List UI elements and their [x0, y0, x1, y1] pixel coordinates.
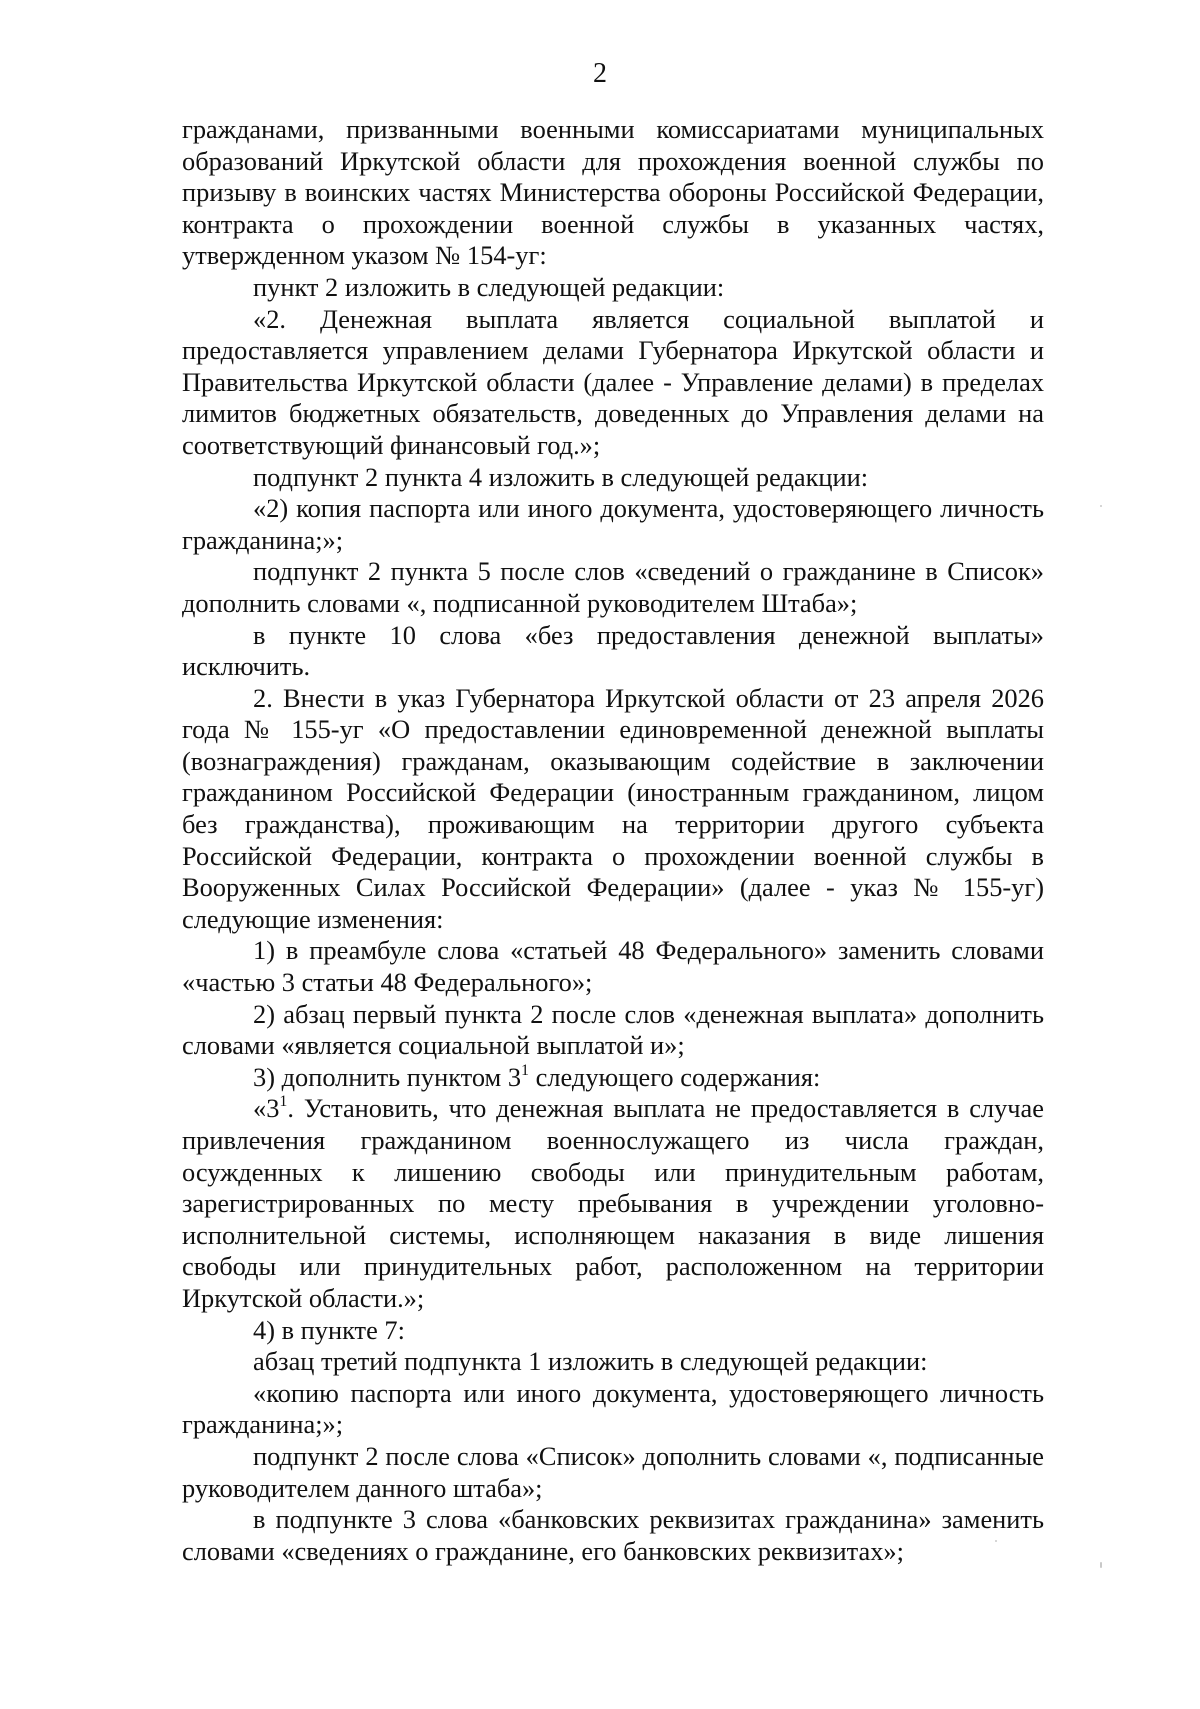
document-body — [182, 114, 1044, 1567]
superscript: 1 — [279, 1093, 288, 1111]
paragraph: 2) абзац первый пункта 2 после слов «денежная выплата» дополнить словами «является социальной выплатой и»; — [182, 998, 1044, 1061]
paragraph-text-start: «3 — [253, 1093, 280, 1124]
paragraph: абзац третий подпункта 1 изложить в следующей редакции: — [253, 1346, 928, 1377]
paragraph-text-end: следующего содержания: — [529, 1061, 821, 1092]
paragraph: в пункте 10 слова «без предоставления денежной выплаты» исключить. — [182, 619, 1044, 682]
paragraph: пункт 2 изложить в следующей редакции: — [253, 271, 725, 302]
scan-speck — [1100, 505, 1102, 507]
superscript: 1 — [521, 1061, 530, 1079]
paragraph-text-end: . Установить, что денежная выплата не предоставляется в случае привлечения гражданином военнослужащего из числа граждан, осужденных к лишению свободы или принудительным работам, зарегистрированных по месту пребывания в учреждении уголовно-исполнительной системы, исполняющем наказания в виде лишения свободы или принудительных работ, расположенном на территории Иркутской области.»; — [182, 1093, 1044, 1313]
paragraph: «2. Денежная выплата является социальной выплатой и предоставляется управлением делами Губернатора Иркутской области и Правительства Иркутской области (далее - Управление делами) в пределах лимитов бюджетных обязательств, доведенных до Управления делами на соответствующий финансовый год.»; — [182, 303, 1044, 460]
paragraph-text-start: 3) дополнить пунктом 3 — [253, 1061, 522, 1092]
paragraph: гражданами, призванными военными комиссариатами муниципальных образований Иркутской области для прохождения военной службы по призыву в воинских частях Министерства обороны Российской Федерации, контракта о прохождении военной службы в указанных частях, утвержденном указом № 154-уг: — [182, 114, 1044, 271]
paragraph: в подпункте 3 слова «банковских реквизитах гражданина» заменить словами «сведениях о гражданине, его банковских реквизитах»; — [182, 1504, 1044, 1566]
scan-speck — [995, 1540, 997, 1542]
paragraph: подпункт 2 пункта 5 после слов «сведений о гражданине в Список» дополнить словами «, подписанной руководителем Штаба»; — [182, 556, 1044, 618]
paragraph — [182, 1093, 1044, 1314]
paragraph: «копию паспорта или иного документа, удостоверяющего личность гражданина;»; — [182, 1377, 1044, 1440]
page-number: 2 — [593, 58, 607, 89]
paragraph: подпункт 2 пункта 4 изложить в следующей редакции: — [253, 461, 869, 492]
paragraph: 4) в пункте 7: — [253, 1314, 405, 1345]
paragraph: подпункт 2 после слова «Список» дополнить словами «, подписанные руководителем данного штаба»; — [182, 1440, 1044, 1503]
scan-speck — [1100, 1562, 1102, 1568]
paragraph: «2) копия паспорта или иного документа, удостоверяющего личность гражданина;»; — [182, 493, 1044, 555]
paragraph — [182, 1062, 1044, 1094]
paragraph: 1) в преамбуле слова «статьей 48 Федерального» заменить словами «частью 3 статьи 48 Федерального»; — [182, 935, 1044, 998]
paragraph: 2. Внести в указ Губернатора Иркутской области от 23 апреля 2026 года № 155-уг «О предоставлении единовременной денежной выплаты (вознаграждения) гражданам, оказывающим содействие в заключении гражданином Российской Федерации (иностранным гражданином, лицом без гражданства), проживающим на территории другого субъекта Российской Федерации, контракта о прохождении военной службы в Вооруженных Силах Российской Федерации» (далее - указ № 155-уг) следующие изменения: — [182, 682, 1044, 934]
